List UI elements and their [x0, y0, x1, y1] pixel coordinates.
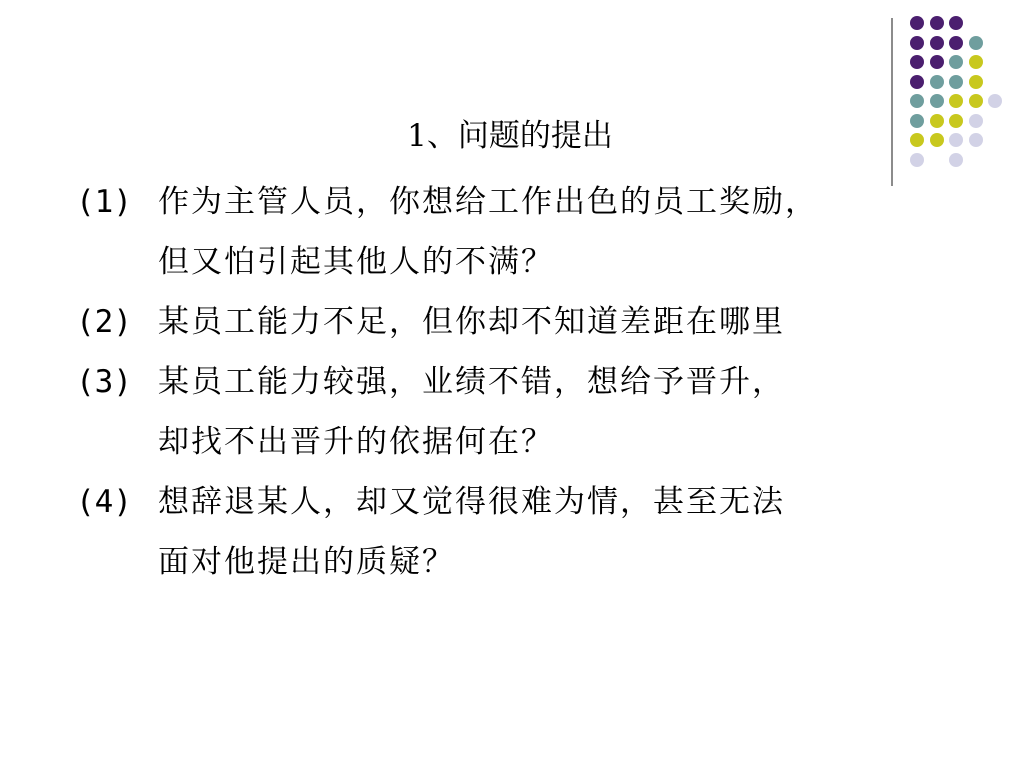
decorative-dot: [910, 153, 924, 167]
decorative-dot: [910, 114, 924, 128]
decorative-dot: [930, 133, 944, 147]
decorative-dot: [930, 16, 944, 30]
item-text-line: 却找不出晋升的依据何在？: [158, 424, 554, 460]
decorative-dot: [969, 75, 983, 89]
decorative-dot: [949, 36, 963, 50]
list-item: [76, 292, 916, 352]
decorative-dot: [949, 94, 963, 108]
item-text-line: 某员工能力不足，但你却不知道差距在哪里: [158, 304, 785, 340]
decorative-dot: [910, 75, 924, 89]
list-item: [76, 472, 916, 592]
decorative-dot: [910, 36, 924, 50]
decorative-dot: [969, 94, 983, 108]
decorative-dot: [910, 16, 924, 30]
item-text-line: 想辞退某人，却又觉得很难为情，甚至无法: [158, 484, 785, 520]
item-text-line: 但又怕引起其他人的不满？: [158, 244, 554, 280]
decorative-dot-grid: [0, 0, 1024, 200]
decorative-dot: [910, 55, 924, 69]
slide-title: 1、问题的提出: [407, 118, 613, 154]
decorative-dot: [930, 94, 944, 108]
decorative-dot: [949, 75, 963, 89]
decorative-dot: [969, 114, 983, 128]
item-marker: (1): [76, 184, 132, 220]
decorative-dot: [949, 114, 963, 128]
decorative-dot: [969, 55, 983, 69]
decorative-dot: [949, 55, 963, 69]
decorative-dot: [949, 16, 963, 30]
decorative-dot: [910, 94, 924, 108]
decorative-dot: [910, 133, 924, 147]
item-text-line: 作为主管人员，你想给工作出色的员工奖励，: [158, 184, 818, 220]
item-text-line: 某员工能力较强，业绩不错，想给予晋升，: [158, 364, 785, 400]
item-marker: (2): [76, 304, 132, 340]
vertical-divider: [891, 18, 893, 186]
decorative-dot: [949, 153, 963, 167]
decorative-dot: [988, 94, 1002, 108]
decorative-dot: [949, 133, 963, 147]
decorative-dot: [969, 36, 983, 50]
decorative-dot: [930, 36, 944, 50]
decorative-dot: [930, 114, 944, 128]
item-marker: (4): [76, 484, 132, 520]
decorative-dot: [969, 133, 983, 147]
item-text-line: 面对他提出的质疑？: [158, 544, 455, 580]
item-marker: (3): [76, 364, 132, 400]
decorative-dot: [930, 55, 944, 69]
list-item: [76, 172, 916, 292]
list-item: [76, 352, 916, 472]
question-list: [76, 172, 916, 592]
decorative-dot: [930, 75, 944, 89]
